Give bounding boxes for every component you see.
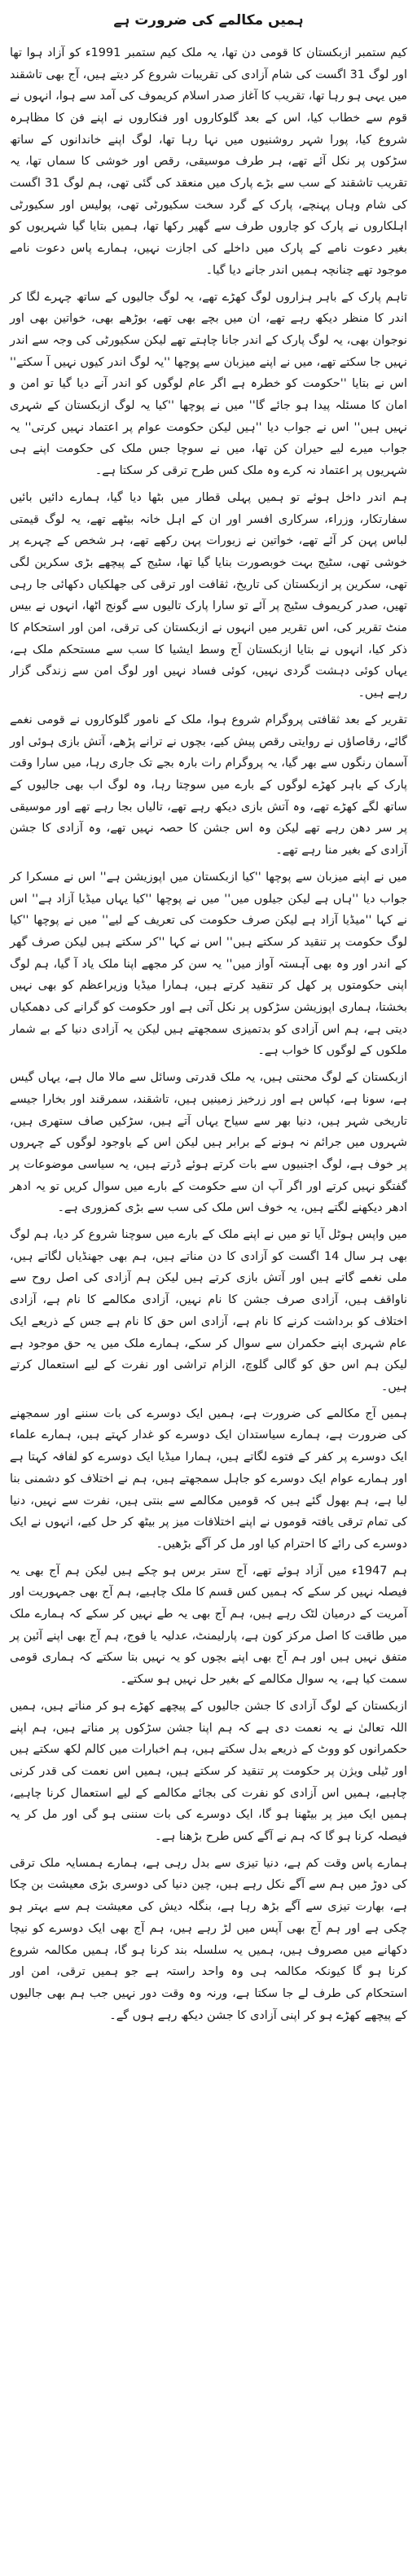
article-paragraph: ہم 1947ء میں آزاد ہوئے تھے، آج ستر برس ہو چکے ہیں لیکن ہم آج بھی یہ فیصلہ نہیں کر سکے کہ ہمیں کس قسم کا ملک چاہیے، ہم آج بھی جمہوریت اور آمریت کے درمیان لٹک رہے ہیں، ہم آج بھی یہ طے نہیں کر سکے کہ ہمارے ملک میں طاقت کا اصل مرکز کون ہے، پارلیمنٹ، عدلیہ یا فوج، ہم آج بھی اپنے آئین پر متفق نہیں ہیں اور ہم آج بھی اپنے بچوں کو یہ نہیں بتا سکتے کہ ہماری قومی سمت کیا ہے، یہ سوال مکالمے کے بغیر حل نہیں ہو سکتے۔ [10, 1564, 407, 1687]
article-paragraph: ہمیں آج مکالمے کی ضرورت ہے، ہمیں ایک دوسرے کی بات سننے اور سمجھنے کی ضرورت ہے، ہمارے سیاستدان ایک دوسرے کو غدار کہتے ہیں، ہمارے علماء ایک دوسرے پر کفر کے فتوے لگاتے ہیں، ہمارا میڈیا ایک دوسرے کو لفافہ کہتا ہے اور ہمارے عوام ایک دوسرے کو جاہل سمجھتے ہیں، ہم نے اختلاف کو دشمنی بنا لیا ہے، ہم بھول گئے ہیں کہ قومیں مکالمے سے بنتی ہیں، نفرت سے نہیں، دنیا کی تمام ترقی یافتہ قوموں نے اپنے اختلافات میز پر بیٹھ کر حل کیے، انہوں نے ایک دوسرے کی رائے کا احترام کیا اور مل کر آگے بڑھیں۔ [10, 1406, 407, 1551]
article-paragraph: ہم اندر داخل ہوئے تو ہمیں پہلی قطار میں بٹھا دیا گیا، ہمارے دائیں بائیں سفارتکار، وزراء، سرکاری افسر اور ان کے اہل خانہ بیٹھے تھے، یہ لوگ قیمتی لباس پہن کر آئے تھے، خواتین نے زیورات پہن رکھے تھے، ہر شخص کے چہرے پر خوشی تھی، سٹیج بہت خوبصورت بنایا گیا تھا، سٹیج کے پیچھے بڑی سکرین لگی تھی، سکرین پر ازبکستان کی تاریخ، ثقافت اور ترقی کی جھلکیاں دکھائی جا رہی تھیں، صدر کریموف سٹیج پر آئے تو سارا پارک تالیوں سے گونج اٹھا، انہوں نے بیس منٹ تقریر کی، اس تقریر میں انہوں نے ازبکستان کی ترقی، امن اور استحکام کا ذکر کیا، انہوں نے بتایا ازبکستان آج وسط ایشیا کا سب سے مستحکم ملک ہے، یہاں کوئی دہشت گردی نہیں، کوئی فساد نہیں اور لوگ امن سے زندگی گزار رہے ہیں۔ [10, 490, 407, 700]
article-title: ہمیں مکالمے کی ضرورت ہے [113, 12, 304, 29]
article-paragraph: میں واپس ہوٹل آیا تو میں نے اپنے ملک کے بارے میں سوچنا شروع کر دیا، ہم لوگ بھی ہر سال 14 اگست کو آزادی کا دن مناتے ہیں، ہم بھی جھنڈیاں لگاتے ہیں، ملی نغمے گاتے ہیں اور آتش بازی کرتے ہیں لیکن ہم آزادی کی اصل روح سے ناواقف ہیں، آزادی صرف جشن کا نام نہیں، آزادی مکالمے کا نام ہے، آزادی اختلاف کو برداشت کرنے کا نام ہے، آزادی اس حق کا نام ہے جس کے ذریعے ایک عام شہری اپنے حکمران سے سوال کر سکے، ہمارے ملک میں یہ حق موجود ہے لیکن ہم اس حق کو گالی گلوچ، الزام تراشی اور نفرت کے لیے استعمال کرتے ہیں۔ [10, 1228, 407, 1393]
article-body [10, 42, 407, 2027]
article-paragraph: تاہم پارک کے باہر ہزاروں لوگ کھڑے تھے، یہ لوگ جالیوں کے ساتھ چہرے لگا کر اندر کا منظر دیکھ رہے تھے، ان میں بچے بھی تھے، بوڑھے بھی، خواتین بھی اور نوجوان بھی، یہ لوگ پارک کے اندر جانا چاہتے تھے لیکن سکیورٹی کی وجہ سے اندر نہیں جا سکتے تھے، میں نے اپنے میزبان سے پوچھا ''یہ لوگ اندر کیوں نہیں آ سکتے'' اس نے بتایا ''حکومت کو خطرہ ہے اگر عام لوگوں کو اندر آنے دیا گیا تو امن و امان کا مسئلہ پیدا ہو جائے گا'' میں نے پوچھا ''کیا یہ لوگ ازبکستان کے شہری نہیں ہیں'' اس نے جواب دیا ''ہیں لیکن حکومت عوام پر اعتماد نہیں کرتی'' یہ جواب میرے لیے حیران کن تھا، میں نے سوچا جس ملک کی حکومت اپنے ہی شہریوں پر اعتماد نہ کرے وہ ملک کس طرح ترقی کر سکتا ہے۔ [10, 290, 407, 478]
article-paragraph: تقریر کے بعد ثقافتی پروگرام شروع ہوا، ملک کے نامور گلوکاروں نے قومی نغمے گائے، رقاصاؤں نے روایتی رقص پیش کیے، بچوں نے ترانے پڑھے، آتش بازی ہوئی اور آسمان رنگوں سے بھر گیا، یہ پروگرام رات بارہ بجے تک جاری رہا، میں سارا وقت پارک کے باہر کھڑے لوگوں کے بارے میں سوچتا رہا، وہ لوگ اب بھی جالیوں کے ساتھ لگے کھڑے تھے، وہ آتش بازی دیکھ رہے تھے، تالیاں بجا رہے تھے اور موسیقی پر سر دھن رہے تھے لیکن وہ اس جشن کا حصہ نہیں تھے، وہ آزادی کا جشن آزادی کے بغیر منا رہے تھے۔ [10, 713, 407, 858]
article-paragraph: کیم ستمبر ازبکستان کا قومی دن تھا، یہ ملک کیم ستمبر 1991ء کو آزاد ہوا تھا اور لوگ 31 اگست کی شام آزادی کی تقریبات شروع کر دیتے ہیں، آج بھی تاشقند میں یہی ہو رہا تھا، تقریب کا آغاز صدر اسلام کریموف کی آمد سے ہوا، انہوں نے قوم سے خطاب کیا، اس کے بعد گلوکاروں اور فنکاروں نے اپنے فن کا مظاہرہ شروع کیا، پورا شہر روشنیوں میں نہا رہا تھا، لوگ اپنے خاندانوں کے ساتھ سڑکوں پر نکل آئے تھے، ہر طرف موسیقی، رقص اور خوشی کا سماں تھا، یہ تقریب تاشقند کے سب سے بڑے پارک میں منعقد کی گئی تھی، ہم لوگ 31 اگست کی شام وہاں پہنچے، پارک کے گرد سخت سکیورٹی تھی، پولیس اور سکیورٹی اہلکاروں نے پارک کو چاروں طرف سے گھیر رکھا تھا، ہمیں بتایا گیا شہریوں کو بغیر دعوت نامے کے پارک میں داخلے کی اجازت نہیں، ہمارے پاس دعوت نامے موجود تھے چنانچہ ہمیں اندر جانے دیا گیا۔ [10, 46, 408, 277]
article-paragraph: ازبکستان کے لوگ آزادی کا جشن جالیوں کے پیچھے کھڑے ہو کر مناتے ہیں، ہمیں اللہ تعالیٰ نے یہ نعمت دی ہے کہ ہم اپنا جشن سڑکوں پر مناتے ہیں، ہم اپنے حکمرانوں کو ووٹ کے ذریعے بدل سکتے ہیں، ہم اخبارات میں کالم لکھ سکتے ہیں اور ٹیلی ویژن پر حکومت پر تنقید کر سکتے ہیں، ہمیں اس نعمت کی قدر کرنی چاہیے، ہمیں اس آزادی کو نفرت کی بجائے مکالمے کے لیے استعمال کرنا چاہیے، ہمیں ایک میز پر بیٹھنا ہو گا، ایک دوسرے کی بات سننی ہو گی اور مل کر یہ فیصلہ کرنا ہو گا کہ ہم نے آگے کس طرح بڑھنا ہے۔ [10, 1699, 407, 1844]
article-paragraph: ازبکستان کے لوگ محنتی ہیں، یہ ملک قدرتی وسائل سے مالا مال ہے، یہاں گیس ہے، سونا ہے، کپاس ہے اور زرخیز زمینیں ہیں، تاشقند، سمرقند اور بخارا جیسے تاریخی شہر ہیں، دنیا بھر سے سیاح یہاں آتے ہیں، سڑکیں صاف ستھری ہیں، شہروں میں جرائم نہ ہونے کے برابر ہیں لیکن اس کے باوجود لوگوں کے چہروں پر خوف ہے، لوگ اجنبیوں سے بات کرتے ہوئے ڈرتے ہیں، یہ سیاسی موضوعات پر گفتگو نہیں کرتے اور اگر آپ ان سے حکومت کے بارے میں سوال کریں تو یہ ادھر ادھر دیکھنے لگتے ہیں، یہ خوف اس ملک کی سب سے بڑی کمزوری ہے۔ [10, 1071, 407, 1215]
article-paragraph: میں نے اپنے میزبان سے پوچھا ''کیا ازبکستان میں اپوزیشن ہے'' اس نے مسکرا کر جواب دیا ''ہاں ہے لیکن جیلوں میں'' میں نے پوچھا ''کیا یہاں میڈیا آزاد ہے'' اس نے کہا ''میڈیا آزاد ہے لیکن صرف حکومت کی تعریف کے لیے'' میں نے پوچھا ''کیا لوگ حکومت پر تنقید کر سکتے ہیں'' اس نے کہا ''کر سکتے ہیں لیکن صرف گھر کے اندر اور وہ بھی آہستہ آواز میں'' یہ سن کر مجھے اپنا ملک یاد آ گیا، ہم لوگ اپنی حکومتوں پر کھل کر تنقید کرتے ہیں، ہمارا میڈیا وزیراعظم کو بھی نہیں بخشتا، ہماری اپوزیشن سڑکوں پر نکل آتی ہے اور حکومت کو گرانے کی دھمکیاں دیتی ہے، ہم اس آزادی کو بدتمیزی سمجھتے ہیں لیکن یہ آزادی دنیا کے بے شمار ملکوں کے لوگوں کا خواب ہے۔ [10, 870, 407, 1058]
article-paragraph: ہمارے پاس وقت کم ہے، دنیا تیزی سے بدل رہی ہے، ہمارے ہمسایہ ملک ترقی کی دوڑ میں ہم سے آگے نکل رہے ہیں، چین دنیا کی دوسری بڑی معیشت بن چکا ہے، بھارت تیزی سے آگے بڑھ رہا ہے، بنگلہ دیش کی معیشت ہم سے بہتر ہو چکی ہے اور ہم آج بھی آپس میں لڑ رہے ہیں، ہم آج بھی ایک دوسرے کو نیچا دکھانے میں مصروف ہیں، ہمیں یہ سلسلہ بند کرنا ہو گا، ہمیں مکالمہ شروع کرنا ہو گا کیونکہ مکالمہ ہی وہ واحد راستہ ہے جو ہمیں ترقی، امن اور استحکام کی طرف لے جا سکتا ہے، ورنہ وہ وقت دور نہیں جب ہم بھی جالیوں کے پیچھے کھڑے ہو کر اپنی آزادی کا جشن دیکھ رہے ہوں گے۔ [10, 1856, 407, 2022]
